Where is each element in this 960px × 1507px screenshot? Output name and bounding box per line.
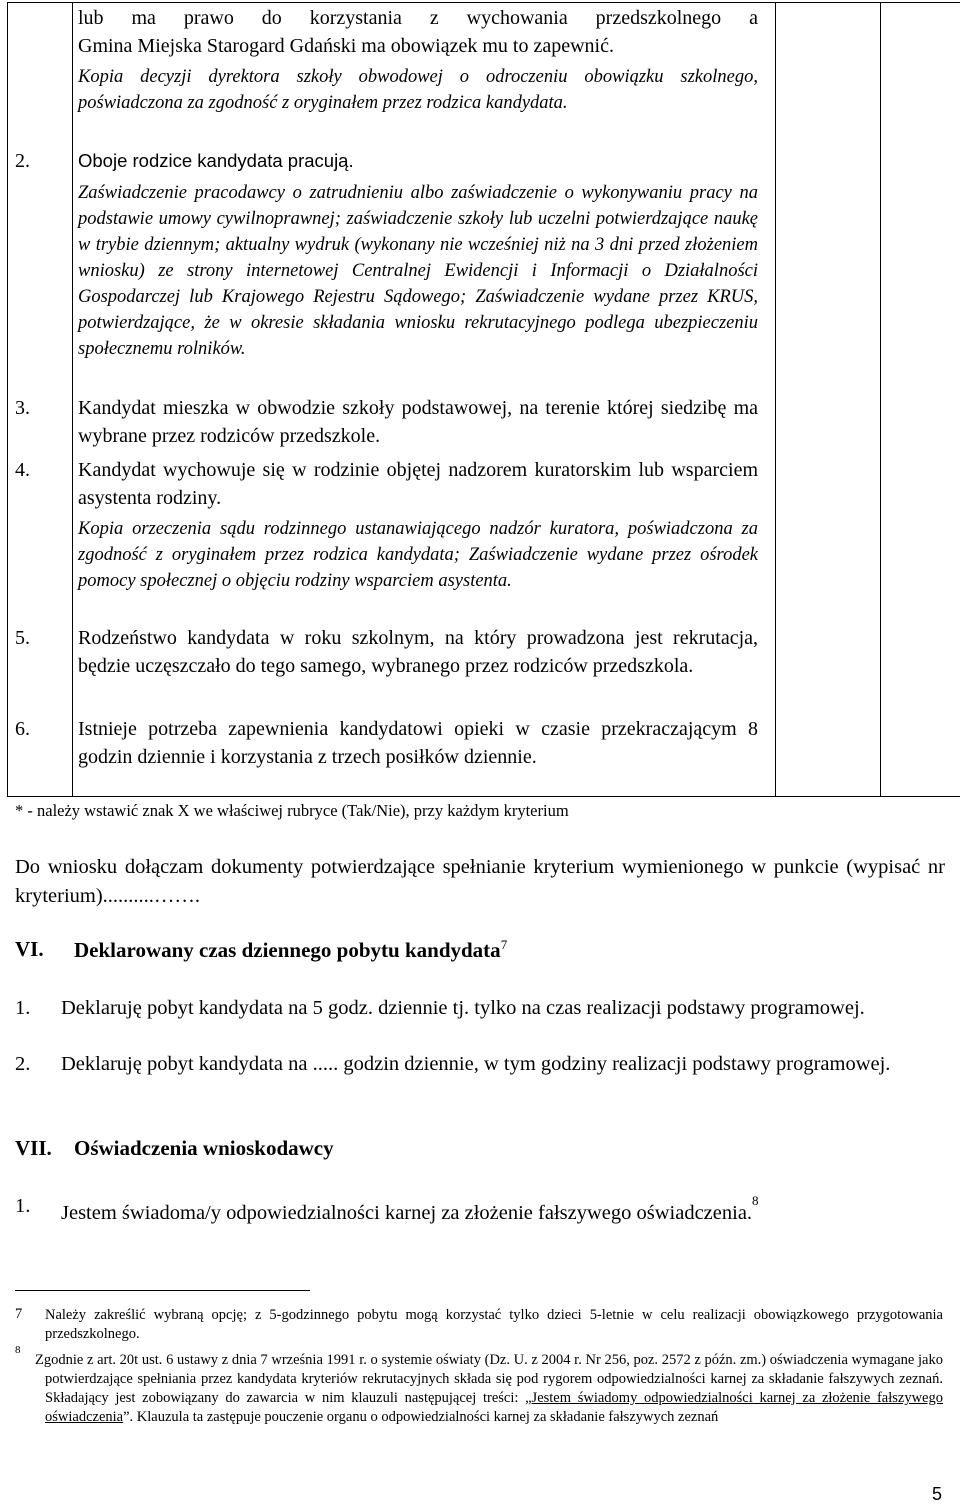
table-note: * - należy wstawić znak X we właściwej rubryce (Tak/Nie), przy każdym kryterium	[15, 801, 569, 820]
criterion-text: Rodzeństwo kandydata w roku szkolnym, na który prowadzona jest rekrutacja, będzie uczęszczało do tego samego, wybranego przez rodziców przedszkola.	[78, 627, 758, 677]
criterion-document: Kopia orzeczenia sądu rodzinnego ustanawiającego nadzór kuratora, poświadczona za zgodność z oryginałem przez rodzica kandydata; Zaświadczenie wydane przez ośrodek pomocy społecznej o objęciu rodziny wsparciem asystenta.	[78, 519, 758, 591]
footnote-number: 8	[15, 1344, 21, 1356]
list-number: 2.	[15, 1053, 31, 1075]
criterion-number: 2.	[15, 150, 30, 172]
declaration-option: Deklaruję pobyt kandydata na 5 godz. dziennie tj. tylko na czas realizacji podstawy programowej.	[61, 997, 865, 1019]
criterion-number: 3.	[15, 397, 30, 419]
footnote-8-text	[35, 1351, 943, 1427]
no-cell[interactable]	[881, 3, 960, 797]
footnote-number: 7	[15, 1306, 23, 1322]
page-number: 5	[932, 1484, 943, 1504]
list-number: 1.	[15, 997, 31, 1019]
criterion-text: Oboje rodzice kandydata pracują.	[78, 150, 354, 171]
declaration-option: Deklaruję pobyt kandydata na ..... godzin dziennie, w tym godziny realizacji podstawy programowej.	[61, 1053, 891, 1075]
footnote-ref-8: 8	[752, 1193, 759, 1208]
statement	[61, 1192, 951, 1228]
statement-text: Jestem świadoma/y odpowiedzialności karnej za złożenie fałszywego oświadczenia.	[61, 1201, 753, 1224]
criterion-number: 4.	[15, 459, 30, 481]
criterion-text: Kandydat mieszka w obwodzie szkoły podstawowej, na terenie której siedzibę ma wybrane przez rodziców przedszkole.	[78, 397, 758, 447]
section-vii-number: VII.	[15, 1136, 52, 1160]
criterion-text: Kandydat wychowuje się w rodzinie objętej nadzorem kuratorskim lub wsparciem asystenta rodziny.	[78, 459, 758, 509]
section-vii-title: Oświadczenia wnioskodawcy	[74, 1136, 334, 1160]
documents-paragraph: Do wniosku dołączam dokumenty potwierdzające spełnianie kryterium wymienionego w punkcie (wypisać nr kryterium)..........…….	[15, 856, 945, 907]
footnote-separator	[15, 1290, 310, 1291]
criterion-intro-document: Kopia decyzji dyrektora szkoły obwodowej o odroczeniu obowiązku szkolnego, poświadczona za zgodność z oryginałem przez rodzica kandydata.	[78, 67, 758, 113]
criterion-intro-line: Gmina Miejska Starogard Gdański ma obowiązek mu to zapewnić.	[78, 35, 614, 57]
criterion-number: 6.	[15, 718, 30, 740]
criterion-text: Istnieje potrzeba zapewnienia kandydatowi opieki w czasie przekraczającym 8 godzin dziennie i korzystania z trzech posiłków dziennie.	[78, 718, 758, 768]
footnote-8-clause: Jestem świadomy odpowiedzialności karnej za złożenie fałszywego oświadczenia	[45, 1390, 943, 1425]
footnote-7-text: Należy zakreślić wybraną opcję; z 5-godzinnego pobytu mogą korzystać tylko dzieci 5-letnie w celu realizacji obowiązkowego przygotowania przedszkolnego.	[45, 1307, 943, 1342]
section-vi-number: VI.	[15, 937, 44, 961]
yes-cell[interactable]	[776, 3, 881, 797]
section-vi-title: Deklarowany czas dziennego pobytu kandydata	[74, 938, 501, 962]
criterion-document: Zaświadczenie pracodawcy o zatrudnieniu albo zaświadczenie o wykonywaniu pracy na podstawie umowy cywilnoprawnej; zaświadczenie szkoły lub uczelni potwierdzające naukę w trybie dziennym; aktualny wydruk (wykonany nie wcześniej niż na 3 dni przed złożeniem wniosku) ze strony internetowej Centralnej Ewidencji i Informacji o Działalności Gospodarczej lub Krajowego Rejestru Sądowego; Zaświadczenie wydane przez KRUS, potwierdzające, że w okresie składania wniosku rekrutacyjnego podlega ubezpieczeniu społecznemu rolników.	[78, 183, 758, 359]
section-vi-heading	[74, 937, 507, 963]
list-number: 1.	[15, 1195, 31, 1217]
footnote-ref-7: 7	[500, 937, 508, 952]
criterion-number: 5.	[15, 627, 30, 649]
footnote-8-body: Zgodnie z art. 20t ust. 6 ustawy z dnia 7 września 1991 r. o systemie oświaty (Dz. U. z 2004 r. Nr 256, poz. 2572 z późn. zm.) oświadczenia wymagane jako potwierdzające spełniania przez kandydata kryteriów rekrutacyjnych składa się pod rygorem odpowiedzialności karnej za składanie fałszywych zeznań. Składający jest zobowiązany do zawarcia w nim klauzuli następującej treści: „	[35, 1352, 943, 1406]
criterion-intro-line: lub ma prawo do korzystania z wychowania przedszkolnego a	[78, 7, 758, 29]
footnote-8-ending: ”. Klauzula ta zastępuje pouczenie organu o odpowiedzialności karnej za składanie fałszywych zeznań	[123, 1409, 719, 1425]
